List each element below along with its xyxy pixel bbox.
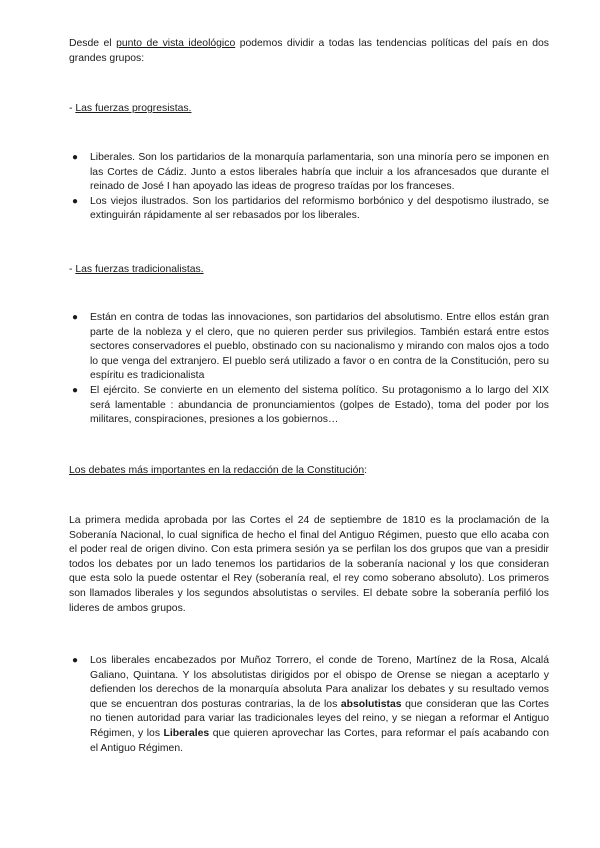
list-item-text: Los viejos ilustrados. Son los partidarios del reformismo borbónico y del despotismo ilustrado, se extinguirán rápidamente al ser rebasados por los liberales. [90, 195, 549, 222]
list-item [69, 311, 549, 384]
section-heading-progresistas [69, 102, 191, 117]
heading-title: Las fuerzas progresistas. [75, 103, 192, 114]
heading-dash: - [69, 103, 76, 114]
list-item-text: que consideran que las Cortes no tienen autoridad para variar las tradicionales leyes del reino, y se niegan a reformar el Antiguo Régimen, y los [90, 698, 550, 739]
list-item-text: El ejército. Se convierte en un elemento del sistema político. Su protagonismo a lo largo del XIX será lamentable : abundancia de pronunciamientos (golpes de Estado), toma del poder por los militares, conspiraciones, presiones a los gobiernos… [90, 384, 549, 426]
list-item-text: Liberales. Son los partidarios de la monarquía parlamentaria, son una minoría pero se imponen en las Cortes de Cádiz. Junto a estos liberales habría que incluir a los afrancesados que durante el reinado de José I han apoyado las ideas de progreso traídas por los franceses. [90, 152, 549, 193]
intro-paragraph [69, 37, 549, 66]
list-progresistas [69, 151, 549, 224]
list-tradicionalistas [69, 311, 549, 428]
bold-term-absolutistas: absolutistas [340, 698, 402, 710]
bold-term-liberales: Liberales [163, 727, 210, 739]
section-heading-debates [69, 464, 367, 479]
heading-dash: - [69, 264, 76, 275]
intro-text-start: Desde el [69, 38, 117, 49]
bullet-icon: ● [72, 655, 79, 666]
bullet-icon: ● [72, 152, 79, 163]
heading-title: Los debates más importantes en la redacción de la Constitución [69, 465, 365, 476]
bullet-icon: ● [72, 312, 79, 323]
list-item-text: Los liberales encabezados por Muñoz Torrero, el conde de Toreno, Martínez de la Rosa, Alcalá Galiano, Quintana. Y los absolutistas dirigidos por el obispo de Orense se niegan a aceptarlo y defienden los derechos de la monarquía absoluta Para analizar los debates y su resultado vemos que se encuentran dos posturas contrarias, la de los [90, 655, 549, 710]
debates-paragraph: La primera medida aprobada por las Cortes el 24 de septiembre de 1810 es la proclamación de la Soberanía Nacional, lo cual significa de hecho el final del Antiguo Régimen, puesto que ello acaba con el poder real de origen divino. Con esta primera sesión ya se perfilan los dos grupos que van a presidir todos los debates por un lado tenemos los partidarios de la soberanía nacional y los que consideran que esta solo la puede ostentar el Rey (soberanía real, el rey como soberano absoluto). Los primeros son llamados liberales y los segundos absolutistas o serviles. El debate sobre la soberanía perfiló los lideres de ambos grupos. [69, 515, 549, 614]
heading-suffix: : [364, 465, 368, 476]
list-item [69, 384, 549, 428]
list-item [69, 195, 549, 224]
list-item [69, 151, 549, 195]
list-item-text: que quieren aprovechar las Cortes, para reformar el país acabando con el Antiguo Régimen. [90, 727, 549, 754]
intro-underlined-phrase: punto de vista ideológico [116, 38, 236, 49]
bullet-icon: ● [72, 195, 79, 207]
heading-title: Las fuerzas tradicionalistas. [75, 264, 204, 275]
list-debates [69, 654, 549, 756]
intro-text-end: podemos dividir a todas las tendencias políticas del país en dos grandes grupos: [69, 38, 549, 64]
list-item [69, 654, 549, 756]
list-item-text: Están en contra de todas las innovaciones, son partidarios del absolutismo. Entre ellos están gran parte de la nobleza y el clero, que no quieren perder sus privilegios. También estará entre estos sectores conservadores el pueblo, obstinado con su nacionalismo y mirando con malos ojos a todo lo que venga del extranjero. El pueblo será utilizado a favor o en contra de la Constitución, pero su espíritu es tradicionalista [90, 312, 549, 382]
bullet-icon: ● [72, 384, 79, 396]
section-heading-tradicionalistas [69, 263, 204, 278]
